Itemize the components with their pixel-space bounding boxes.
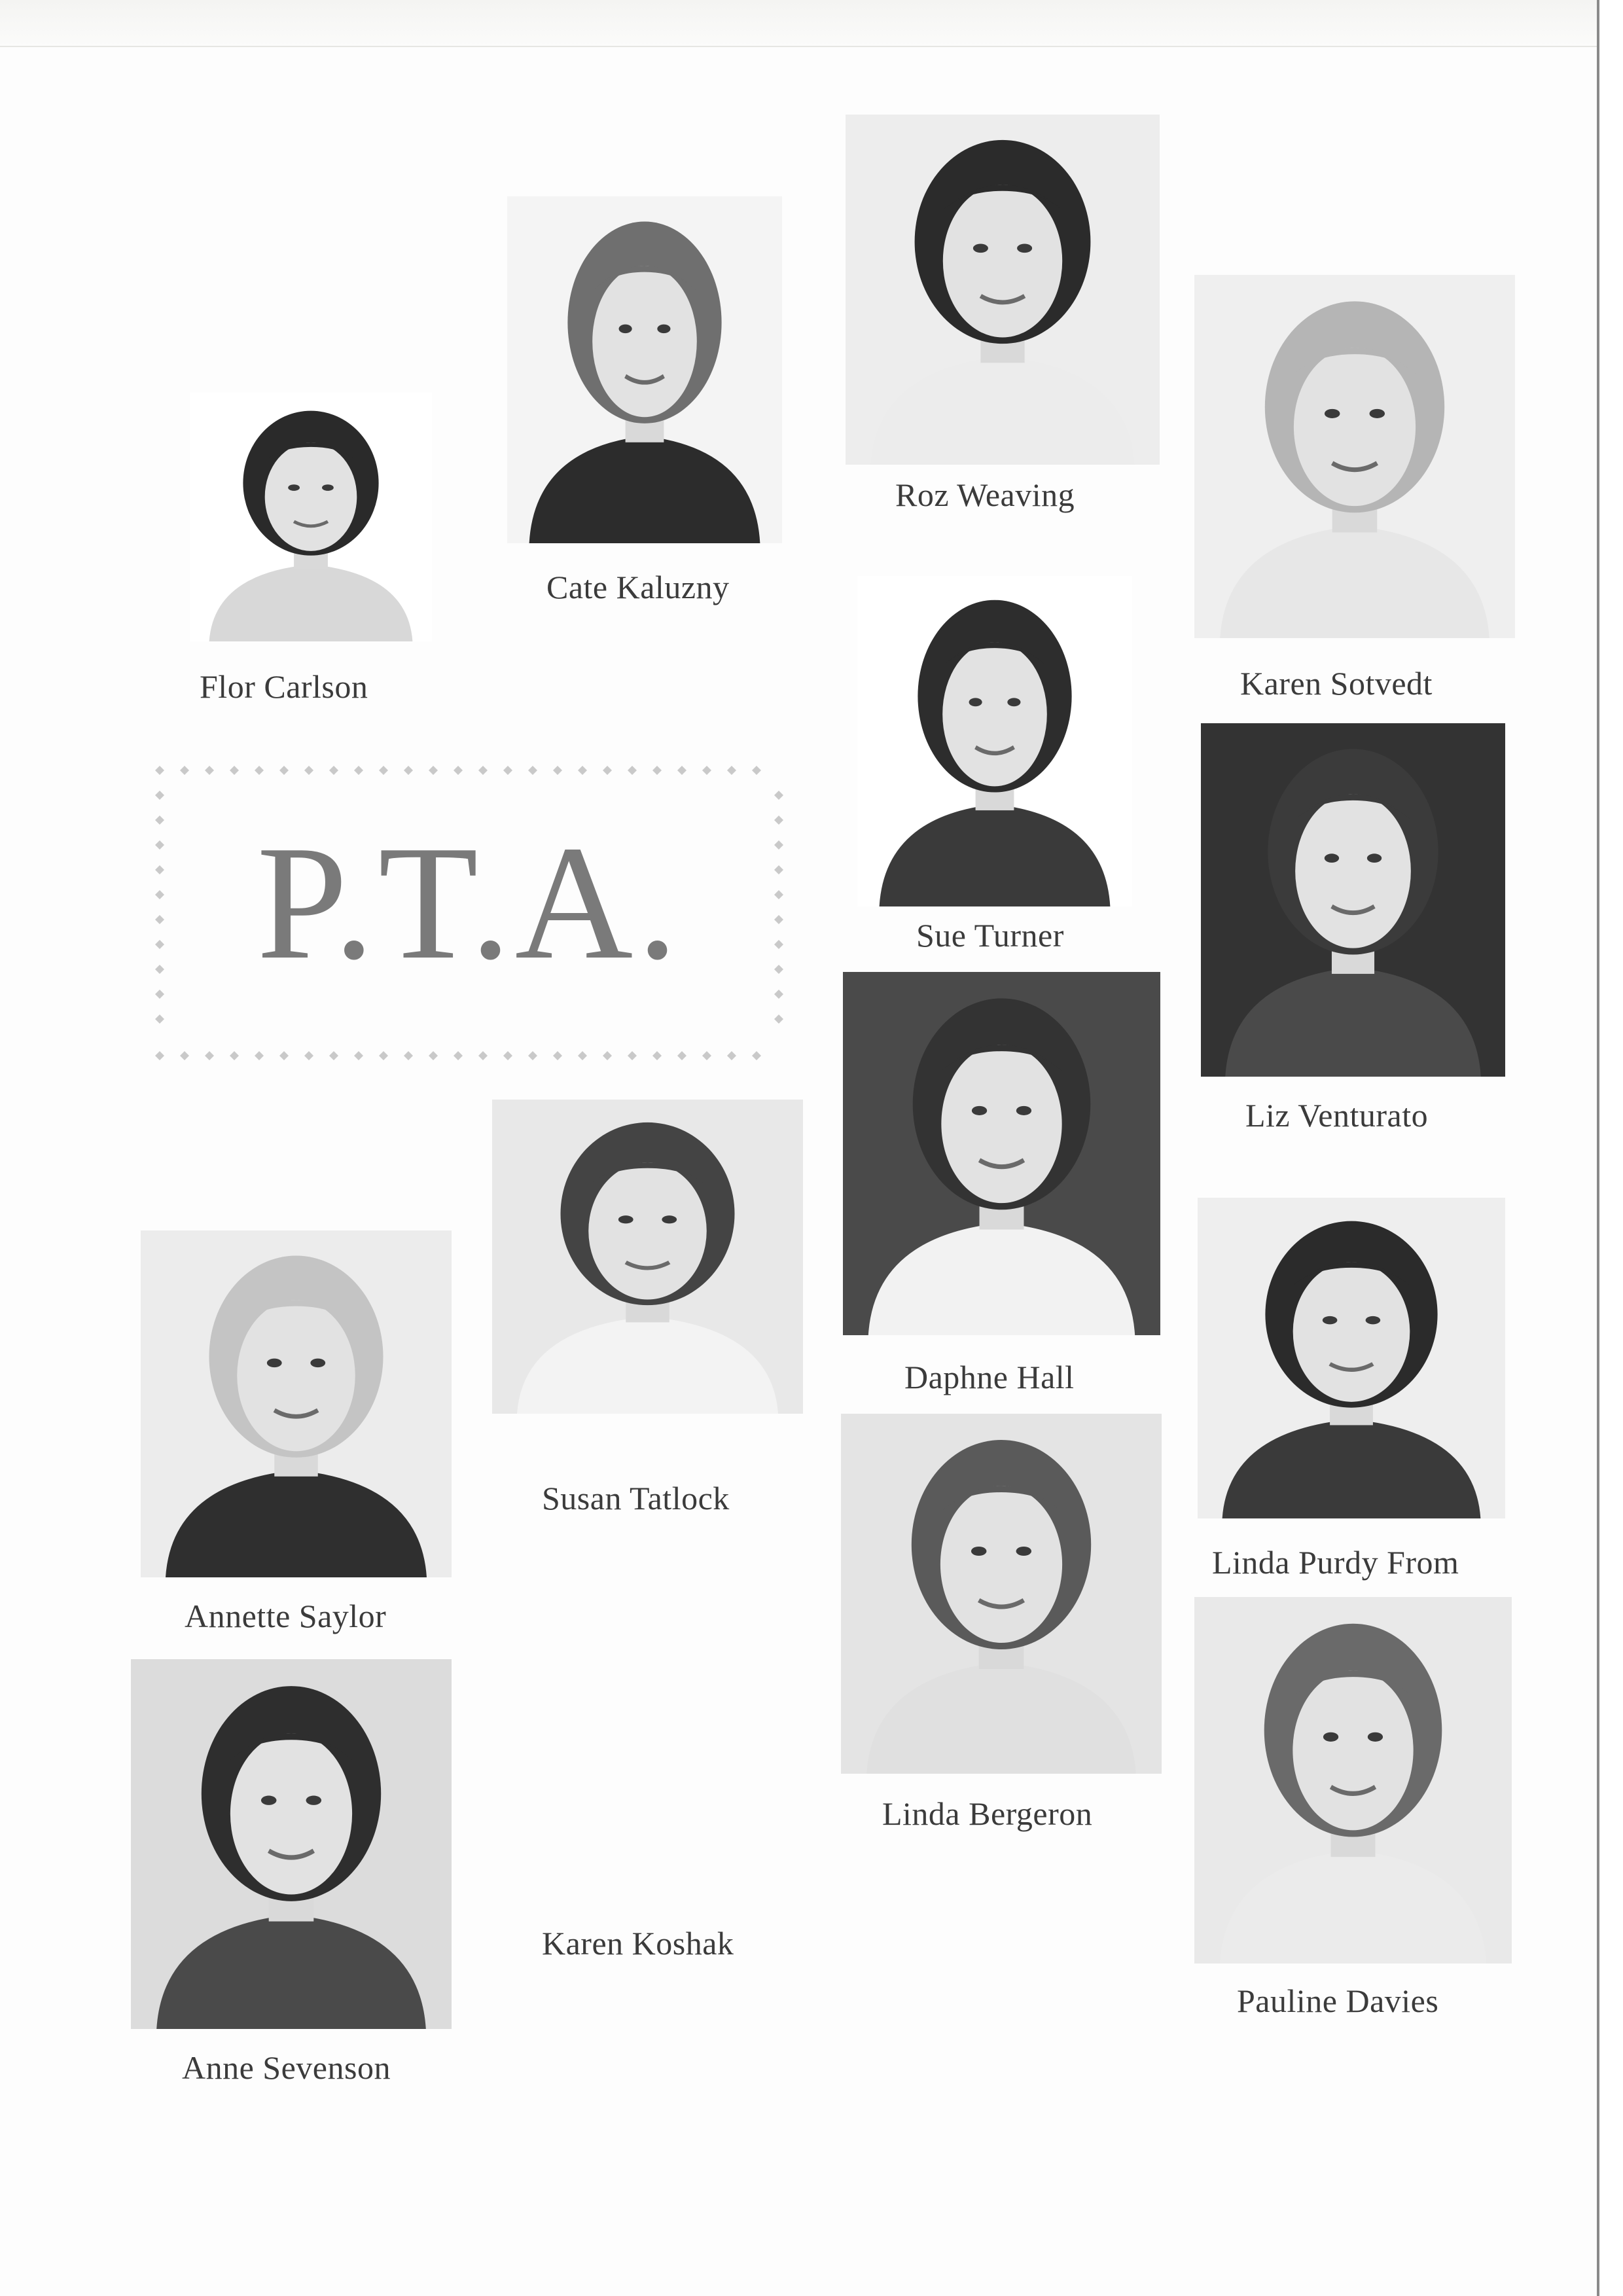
face	[230, 1733, 352, 1895]
border-ornament	[230, 1051, 239, 1060]
eye	[1367, 853, 1382, 863]
eye	[1323, 1732, 1338, 1742]
member-name: Annette Saylor	[185, 1598, 387, 1634]
border-ornament	[205, 1051, 214, 1060]
border-ornament	[279, 766, 289, 775]
portrait-illustration	[846, 115, 1160, 465]
border-ornament	[255, 1051, 264, 1060]
portrait-illustration	[141, 1230, 452, 1577]
portrait-photo	[507, 196, 782, 543]
page-top-edge	[0, 0, 1597, 47]
face	[1295, 794, 1411, 948]
border-ornament	[429, 766, 438, 775]
member-name: Pauline Davies	[1237, 1982, 1439, 2019]
eye	[1325, 853, 1339, 863]
eye	[306, 1796, 322, 1805]
member-name: Karen Koshak	[542, 1925, 734, 1962]
border-ornament	[429, 1051, 438, 1060]
portrait-illustration	[841, 1414, 1162, 1774]
face	[942, 642, 1047, 786]
border-ornament	[603, 766, 612, 775]
eye	[261, 1796, 277, 1805]
member-name: Sue Turner	[916, 917, 1064, 954]
portrait-illustration	[857, 576, 1132, 906]
eye	[973, 243, 988, 253]
eye	[1007, 698, 1020, 706]
border-ornament	[304, 766, 313, 775]
border-ornament	[774, 990, 783, 999]
border-ornament	[677, 1051, 687, 1060]
portrait-illustration	[843, 972, 1160, 1335]
border-ornament	[155, 1014, 164, 1024]
border-ornament	[603, 1051, 612, 1060]
border-ornament	[528, 1051, 537, 1060]
member-name: Susan Tatlock	[542, 1480, 730, 1516]
eye	[662, 1215, 677, 1223]
face	[588, 1162, 707, 1299]
eye	[619, 325, 632, 333]
face	[1293, 1670, 1413, 1830]
border-ornament	[205, 766, 214, 775]
border-ornament	[752, 766, 761, 775]
border-ornament	[503, 1051, 512, 1060]
portrait-photo	[1194, 275, 1515, 638]
border-ornament	[180, 1051, 189, 1060]
portrait-photo	[1201, 723, 1505, 1077]
portrait-illustration	[1198, 1198, 1505, 1518]
face	[941, 1045, 1061, 1203]
border-ornament	[628, 1051, 637, 1060]
eye	[657, 325, 670, 333]
portrait-illustration	[1201, 723, 1505, 1077]
portrait-photo	[190, 393, 432, 641]
face	[592, 266, 697, 417]
eye	[1016, 1106, 1031, 1115]
eye	[972, 1106, 987, 1115]
member-name: Karen Sotvedt	[1240, 665, 1433, 702]
border-ornament	[329, 766, 338, 775]
border-ornament	[279, 1051, 289, 1060]
border-ornament	[454, 1051, 463, 1060]
page-title: P.T.A.	[257, 812, 682, 994]
page-right-edge	[1597, 0, 1623, 2296]
face	[1294, 348, 1416, 506]
member-name: Liz Venturato	[1245, 1097, 1429, 1134]
border-ornament	[255, 766, 264, 775]
border-ornament	[528, 766, 537, 775]
border-ornament	[354, 1051, 363, 1060]
portrait-photo	[131, 1659, 452, 2029]
portrait-photo	[1198, 1198, 1505, 1518]
border-ornament	[329, 1051, 338, 1060]
border-ornament	[354, 766, 363, 775]
eye	[1016, 1547, 1032, 1556]
eye	[1370, 409, 1385, 418]
border-ornament	[652, 766, 662, 775]
border-ornament	[180, 766, 189, 775]
face	[943, 185, 1062, 337]
border-ornament	[304, 1051, 313, 1060]
member-name: Cate Kaluzny	[546, 569, 730, 605]
face	[1293, 1262, 1410, 1402]
border-ornament	[553, 1051, 562, 1060]
border-ornament	[155, 791, 164, 800]
eye	[1017, 243, 1032, 253]
border-ornament	[628, 766, 637, 775]
border-ornament	[379, 1051, 388, 1060]
member-name: Flor Carlson	[200, 668, 368, 705]
border-ornament	[379, 766, 388, 775]
portrait-illustration	[1194, 1597, 1512, 1964]
portrait-illustration	[131, 1659, 452, 2029]
portrait-photo	[843, 972, 1160, 1335]
face	[265, 442, 357, 551]
border-ornament	[578, 1051, 587, 1060]
border-ornament	[503, 766, 512, 775]
eye	[969, 698, 982, 706]
eye	[618, 1215, 633, 1223]
border-ornament	[454, 766, 463, 775]
border-ornament	[702, 766, 711, 775]
member-name: Linda Bergeron	[882, 1795, 1093, 1832]
border-ornament	[404, 1051, 413, 1060]
border-ornament	[752, 1051, 761, 1060]
border-ornament	[155, 1051, 164, 1060]
eye	[310, 1359, 325, 1367]
member-name: Daphne Hall	[904, 1359, 1075, 1395]
border-ornament	[155, 990, 164, 999]
eye	[971, 1547, 987, 1556]
border-ornament	[774, 791, 783, 800]
portrait-photo	[141, 1230, 452, 1577]
border-ornament	[774, 1014, 783, 1024]
pta-heading-frame	[152, 762, 787, 1064]
eye	[267, 1359, 282, 1367]
eye	[1323, 1316, 1338, 1324]
face	[237, 1300, 355, 1451]
member-name: Anne Sevenson	[182, 2049, 391, 2086]
portrait-illustration	[492, 1100, 803, 1414]
eye	[1325, 409, 1340, 418]
border-ornament	[553, 766, 562, 775]
border-ornament	[478, 1051, 488, 1060]
border-ornament	[702, 1051, 711, 1060]
portrait-illustration	[507, 196, 782, 543]
border-ornament	[652, 1051, 662, 1060]
portrait-illustration	[190, 393, 432, 641]
eye	[1368, 1732, 1383, 1742]
border-ornament	[677, 766, 687, 775]
member-name: Roz Weaving	[895, 476, 1075, 513]
portrait-photo	[841, 1414, 1162, 1774]
eye	[322, 484, 334, 491]
eye	[288, 484, 300, 491]
border-ornament	[727, 1051, 736, 1060]
border-ornament	[478, 766, 488, 775]
portrait-photo	[846, 115, 1160, 465]
portrait-photo	[492, 1100, 803, 1414]
border-ornament	[727, 766, 736, 775]
border-ornament	[404, 766, 413, 775]
face	[940, 1486, 1062, 1643]
portrait-photo	[857, 576, 1132, 906]
border-ornament	[230, 766, 239, 775]
border-ornament	[155, 766, 164, 775]
member-name: Linda Purdy From	[1212, 1544, 1459, 1581]
border-ornament	[578, 766, 587, 775]
portrait-photo	[1194, 1597, 1512, 1964]
portrait-illustration	[1194, 275, 1515, 638]
eye	[1366, 1316, 1381, 1324]
